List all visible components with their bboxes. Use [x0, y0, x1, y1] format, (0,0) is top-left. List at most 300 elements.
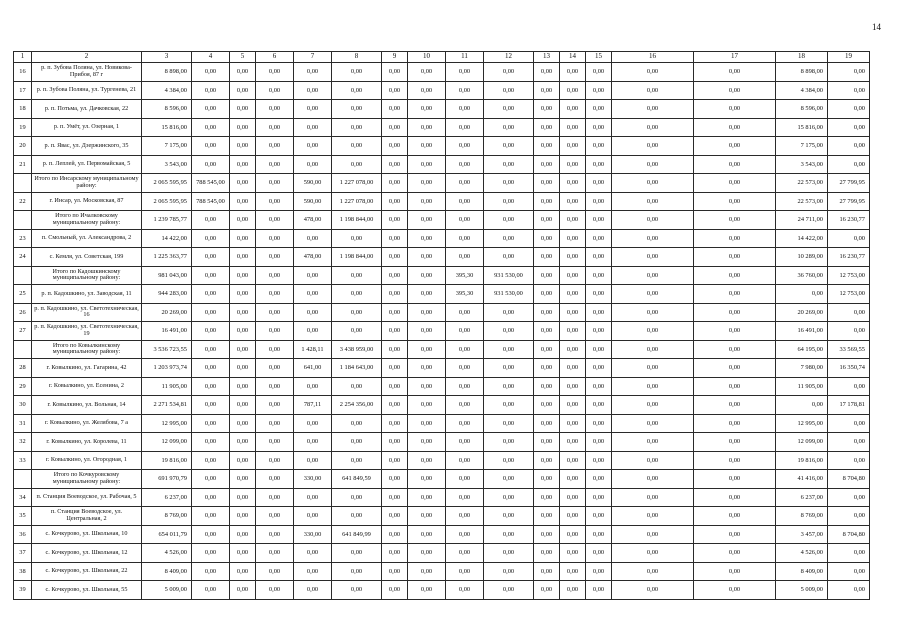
value-cell-c15: 0,00 [586, 322, 612, 341]
value-cell-c16: 0,00 [612, 507, 694, 526]
value-cell-c10: 0,00 [408, 229, 446, 248]
value-cell-c9: 0,00 [382, 581, 408, 600]
value-cell-c11: 0,00 [446, 248, 484, 267]
value-cell-c8: 0,00 [332, 581, 382, 600]
value-cell-c5: 0,00 [230, 285, 256, 304]
value-cell-c6: 0,00 [256, 248, 294, 267]
table-total-row [14, 174, 870, 193]
value-cell-c9: 0,00 [382, 118, 408, 137]
value-cell-c7: 1 428,11 [294, 340, 332, 359]
value-cell-c19: 16 230,77 [828, 248, 870, 267]
value-cell-c10: 0,00 [408, 322, 446, 341]
value-cell-c12: 0,00 [484, 433, 534, 452]
value-cell-c17: 0,00 [694, 451, 776, 470]
value-cell-c14: 0,00 [560, 470, 586, 489]
row-number-cell: 26 [14, 303, 32, 322]
value-cell-c5: 0,00 [230, 63, 256, 82]
value-cell-c5: 0,00 [230, 544, 256, 563]
address-cell: Итого по Ичалковскому муниципальному району: [32, 211, 142, 230]
table-row [14, 248, 870, 267]
value-cell-c9: 0,00 [382, 303, 408, 322]
column-header: 19 [828, 52, 870, 63]
value-cell-c9: 0,00 [382, 174, 408, 193]
value-cell-c7: 0,00 [294, 414, 332, 433]
value-cell-c6: 0,00 [256, 192, 294, 211]
value-cell-c14: 0,00 [560, 507, 586, 526]
address-cell: г. Инсар, ул. Московская, 87 [32, 192, 142, 211]
value-cell-c16: 0,00 [612, 396, 694, 415]
value-cell-c15: 0,00 [586, 525, 612, 544]
value-cell-c17: 0,00 [694, 248, 776, 267]
value-cell-c11: 0,00 [446, 581, 484, 600]
value-cell-c13: 0,00 [534, 63, 560, 82]
column-header: 6 [256, 52, 294, 63]
value-cell-c10: 0,00 [408, 174, 446, 193]
value-cell-c16: 0,00 [612, 118, 694, 137]
value-cell-c5: 0,00 [230, 211, 256, 230]
value-cell-c17: 0,00 [694, 137, 776, 156]
value-cell-c12: 0,00 [484, 81, 534, 100]
value-cell-c15: 0,00 [586, 118, 612, 137]
value-cell-c10: 0,00 [408, 100, 446, 119]
value-cell-c17: 0,00 [694, 525, 776, 544]
table-total-row [14, 340, 870, 359]
value-cell-c9: 0,00 [382, 137, 408, 156]
value-cell-c18: 14 422,00 [776, 229, 828, 248]
value-cell-c5: 0,00 [230, 229, 256, 248]
value-cell-c15: 0,00 [586, 100, 612, 119]
value-cell-c3: 6 237,00 [142, 488, 192, 507]
value-cell-c12: 0,00 [484, 248, 534, 267]
value-cell-c4: 0,00 [192, 562, 230, 581]
value-cell-c13: 0,00 [534, 451, 560, 470]
value-cell-c7: 0,00 [294, 63, 332, 82]
value-cell-c9: 0,00 [382, 451, 408, 470]
value-cell-c6: 0,00 [256, 562, 294, 581]
value-cell-c15: 0,00 [586, 137, 612, 156]
value-cell-c13: 0,00 [534, 155, 560, 174]
value-cell-c4: 0,00 [192, 63, 230, 82]
row-number-cell: 39 [14, 581, 32, 600]
value-cell-c6: 0,00 [256, 340, 294, 359]
value-cell-c3: 1 203 973,74 [142, 359, 192, 378]
address-cell: с. Кочкурово, ул. Школьная, 55 [32, 581, 142, 600]
value-cell-c13: 0,00 [534, 174, 560, 193]
table-row [14, 396, 870, 415]
column-header: 10 [408, 52, 446, 63]
value-cell-c16: 0,00 [612, 322, 694, 341]
row-number-cell: 31 [14, 414, 32, 433]
table-row [14, 544, 870, 563]
table-row [14, 433, 870, 452]
value-cell-c4: 0,00 [192, 377, 230, 396]
value-cell-c7: 0,00 [294, 562, 332, 581]
value-cell-c6: 0,00 [256, 396, 294, 415]
value-cell-c10: 0,00 [408, 303, 446, 322]
value-cell-c13: 0,00 [534, 470, 560, 489]
value-cell-c4: 788 545,00 [192, 192, 230, 211]
row-number-cell: 33 [14, 451, 32, 470]
value-cell-c12: 0,00 [484, 525, 534, 544]
column-header: 12 [484, 52, 534, 63]
value-cell-c7: 0,00 [294, 544, 332, 563]
value-cell-c16: 0,00 [612, 100, 694, 119]
value-cell-c9: 0,00 [382, 248, 408, 267]
value-cell-c13: 0,00 [534, 229, 560, 248]
table-row [14, 155, 870, 174]
value-cell-c13: 0,00 [534, 100, 560, 119]
value-cell-c10: 0,00 [408, 488, 446, 507]
value-cell-c15: 0,00 [586, 229, 612, 248]
value-cell-c12: 0,00 [484, 544, 534, 563]
column-header: 8 [332, 52, 382, 63]
row-number-cell: 16 [14, 63, 32, 82]
value-cell-c8: 0,00 [332, 100, 382, 119]
value-cell-c10: 0,00 [408, 562, 446, 581]
value-cell-c5: 0,00 [230, 377, 256, 396]
row-number-cell [14, 211, 32, 230]
value-cell-c17: 0,00 [694, 377, 776, 396]
row-number-cell: 38 [14, 562, 32, 581]
value-cell-c16: 0,00 [612, 155, 694, 174]
value-cell-c4: 0,00 [192, 81, 230, 100]
row-number-cell [14, 174, 32, 193]
value-cell-c17: 0,00 [694, 63, 776, 82]
value-cell-c8: 0,00 [332, 414, 382, 433]
value-cell-c19: 0,00 [828, 100, 870, 119]
table-row [14, 137, 870, 156]
value-cell-c16: 0,00 [612, 266, 694, 285]
value-cell-c17: 0,00 [694, 581, 776, 600]
value-cell-c7: 0,00 [294, 100, 332, 119]
value-cell-c4: 0,00 [192, 488, 230, 507]
value-cell-c17: 0,00 [694, 100, 776, 119]
value-cell-c7: 0,00 [294, 488, 332, 507]
row-number-cell: 27 [14, 322, 32, 341]
value-cell-c12: 0,00 [484, 303, 534, 322]
value-cell-c4: 0,00 [192, 544, 230, 563]
value-cell-c14: 0,00 [560, 174, 586, 193]
table-header-row [14, 52, 870, 63]
value-cell-c3: 981 043,00 [142, 266, 192, 285]
value-cell-c14: 0,00 [560, 192, 586, 211]
value-cell-c13: 0,00 [534, 488, 560, 507]
value-cell-c18: 4 384,00 [776, 81, 828, 100]
value-cell-c5: 0,00 [230, 396, 256, 415]
value-cell-c7: 590,00 [294, 192, 332, 211]
address-cell: р. п. Кадошкино, ул. Светотехническая, 19 [32, 322, 142, 341]
value-cell-c9: 0,00 [382, 266, 408, 285]
value-cell-c7: 478,00 [294, 248, 332, 267]
value-cell-c4: 0,00 [192, 100, 230, 119]
value-cell-c8: 0,00 [332, 488, 382, 507]
table-row [14, 303, 870, 322]
value-cell-c9: 0,00 [382, 229, 408, 248]
value-cell-c14: 0,00 [560, 414, 586, 433]
value-cell-c7: 0,00 [294, 507, 332, 526]
value-cell-c4: 0,00 [192, 137, 230, 156]
value-cell-c5: 0,00 [230, 248, 256, 267]
row-number-cell: 20 [14, 137, 32, 156]
value-cell-c4: 0,00 [192, 118, 230, 137]
value-cell-c7: 330,00 [294, 470, 332, 489]
value-cell-c14: 0,00 [560, 433, 586, 452]
value-cell-c8: 641 849,99 [332, 525, 382, 544]
value-cell-c16: 0,00 [612, 285, 694, 304]
value-cell-c4: 788 545,00 [192, 174, 230, 193]
value-cell-c8: 3 438 959,00 [332, 340, 382, 359]
value-cell-c6: 0,00 [256, 211, 294, 230]
value-cell-c10: 0,00 [408, 396, 446, 415]
value-cell-c7: 590,00 [294, 174, 332, 193]
value-cell-c9: 0,00 [382, 525, 408, 544]
column-header: 4 [192, 52, 230, 63]
value-cell-c14: 0,00 [560, 377, 586, 396]
row-number-cell: 37 [14, 544, 32, 563]
value-cell-c11: 0,00 [446, 414, 484, 433]
address-cell: п. Станция Воеводское, ул. Центральная, 2 [32, 507, 142, 526]
value-cell-c6: 0,00 [256, 507, 294, 526]
value-cell-c3: 8 596,00 [142, 100, 192, 119]
value-cell-c12: 0,00 [484, 396, 534, 415]
value-cell-c3: 2 271 534,81 [142, 396, 192, 415]
table-row [14, 525, 870, 544]
value-cell-c16: 0,00 [612, 562, 694, 581]
value-cell-c17: 0,00 [694, 562, 776, 581]
value-cell-c14: 0,00 [560, 211, 586, 230]
value-cell-c12: 0,00 [484, 562, 534, 581]
value-cell-c11: 0,00 [446, 137, 484, 156]
value-cell-c14: 0,00 [560, 285, 586, 304]
value-cell-c3: 8 769,00 [142, 507, 192, 526]
value-cell-c14: 0,00 [560, 63, 586, 82]
table-row [14, 118, 870, 137]
table-row [14, 285, 870, 304]
value-cell-c17: 0,00 [694, 340, 776, 359]
value-cell-c14: 0,00 [560, 303, 586, 322]
value-cell-c11: 0,00 [446, 340, 484, 359]
value-cell-c7: 0,00 [294, 137, 332, 156]
value-cell-c5: 0,00 [230, 414, 256, 433]
value-cell-c14: 0,00 [560, 266, 586, 285]
column-header: 18 [776, 52, 828, 63]
value-cell-c7: 641,00 [294, 359, 332, 378]
value-cell-c9: 0,00 [382, 507, 408, 526]
value-cell-c11: 0,00 [446, 100, 484, 119]
value-cell-c7: 787,11 [294, 396, 332, 415]
row-number-cell: 24 [14, 248, 32, 267]
value-cell-c11: 0,00 [446, 211, 484, 230]
value-cell-c7: 0,00 [294, 229, 332, 248]
value-cell-c13: 0,00 [534, 340, 560, 359]
value-cell-c11: 0,00 [446, 396, 484, 415]
value-cell-c4: 0,00 [192, 155, 230, 174]
value-cell-c7: 478,00 [294, 211, 332, 230]
value-cell-c8: 0,00 [332, 155, 382, 174]
value-cell-c19: 0,00 [828, 81, 870, 100]
value-cell-c13: 0,00 [534, 211, 560, 230]
row-number-cell: 29 [14, 377, 32, 396]
value-cell-c5: 0,00 [230, 562, 256, 581]
value-cell-c17: 0,00 [694, 303, 776, 322]
value-cell-c9: 0,00 [382, 340, 408, 359]
value-cell-c8: 0,00 [332, 137, 382, 156]
value-cell-c7: 0,00 [294, 155, 332, 174]
value-cell-c8: 0,00 [332, 118, 382, 137]
value-cell-c16: 0,00 [612, 359, 694, 378]
value-cell-c10: 0,00 [408, 81, 446, 100]
value-cell-c6: 0,00 [256, 433, 294, 452]
value-cell-c15: 0,00 [586, 285, 612, 304]
value-cell-c5: 0,00 [230, 507, 256, 526]
value-cell-c8: 0,00 [332, 451, 382, 470]
address-cell: с. Кочкурово, ул. Школьная, 22 [32, 562, 142, 581]
value-cell-c12: 0,00 [484, 100, 534, 119]
value-cell-c8: 1 198 844,00 [332, 248, 382, 267]
value-cell-c13: 0,00 [534, 322, 560, 341]
value-cell-c15: 0,00 [586, 303, 612, 322]
value-cell-c3: 4 384,00 [142, 81, 192, 100]
value-cell-c8: 0,00 [332, 507, 382, 526]
value-cell-c13: 0,00 [534, 507, 560, 526]
row-number-cell: 23 [14, 229, 32, 248]
value-cell-c18: 8 596,00 [776, 100, 828, 119]
row-number-cell: 35 [14, 507, 32, 526]
value-cell-c15: 0,00 [586, 396, 612, 415]
value-cell-c17: 0,00 [694, 396, 776, 415]
value-cell-c12: 0,00 [484, 507, 534, 526]
value-cell-c14: 0,00 [560, 100, 586, 119]
value-cell-c3: 4 526,00 [142, 544, 192, 563]
value-cell-c18: 36 760,00 [776, 266, 828, 285]
value-cell-c17: 0,00 [694, 322, 776, 341]
value-cell-c19: 0,00 [828, 544, 870, 563]
value-cell-c18: 3 457,00 [776, 525, 828, 544]
value-cell-c12: 0,00 [484, 414, 534, 433]
value-cell-c7: 0,00 [294, 581, 332, 600]
value-cell-c14: 0,00 [560, 340, 586, 359]
value-cell-c15: 0,00 [586, 81, 612, 100]
value-cell-c3: 1 239 785,77 [142, 211, 192, 230]
address-cell: Итого по Кадошкинскому муниципальному району: [32, 266, 142, 285]
value-cell-c19: 17 178,81 [828, 396, 870, 415]
value-cell-c18: 0,00 [776, 396, 828, 415]
value-cell-c11: 0,00 [446, 81, 484, 100]
value-cell-c8: 0,00 [332, 377, 382, 396]
value-cell-c12: 931 530,00 [484, 285, 534, 304]
value-cell-c4: 0,00 [192, 470, 230, 489]
address-cell: г. Ковылкино, ул. Королева, 11 [32, 433, 142, 452]
value-cell-c17: 0,00 [694, 81, 776, 100]
value-cell-c12: 931 530,00 [484, 266, 534, 285]
value-cell-c14: 0,00 [560, 581, 586, 600]
value-cell-c15: 0,00 [586, 451, 612, 470]
table-row [14, 322, 870, 341]
value-cell-c15: 0,00 [586, 488, 612, 507]
value-cell-c9: 0,00 [382, 285, 408, 304]
value-cell-c18: 20 269,00 [776, 303, 828, 322]
address-cell: р. п. Умёт, ул. Озерная, 1 [32, 118, 142, 137]
value-cell-c15: 0,00 [586, 192, 612, 211]
value-cell-c17: 0,00 [694, 229, 776, 248]
address-cell: р. п. Кадошкино, ул. Светотехническая, 16 [32, 303, 142, 322]
column-header: 5 [230, 52, 256, 63]
value-cell-c12: 0,00 [484, 340, 534, 359]
value-cell-c14: 0,00 [560, 562, 586, 581]
value-cell-c13: 0,00 [534, 544, 560, 563]
value-cell-c9: 0,00 [382, 192, 408, 211]
value-cell-c10: 0,00 [408, 118, 446, 137]
value-cell-c10: 0,00 [408, 433, 446, 452]
value-cell-c18: 12 099,00 [776, 433, 828, 452]
value-cell-c11: 0,00 [446, 303, 484, 322]
value-cell-c17: 0,00 [694, 544, 776, 563]
value-cell-c6: 0,00 [256, 470, 294, 489]
value-cell-c18: 0,00 [776, 285, 828, 304]
value-cell-c13: 0,00 [534, 248, 560, 267]
value-cell-c5: 0,00 [230, 340, 256, 359]
column-header: 14 [560, 52, 586, 63]
value-cell-c10: 0,00 [408, 340, 446, 359]
value-cell-c19: 12 753,00 [828, 266, 870, 285]
address-cell: Итого по Кочкуровскому муниципальному району: [32, 470, 142, 489]
value-cell-c19: 16 230,77 [828, 211, 870, 230]
value-cell-c12: 0,00 [484, 470, 534, 489]
value-cell-c8: 0,00 [332, 229, 382, 248]
value-cell-c14: 0,00 [560, 137, 586, 156]
page-number: 14 [872, 22, 881, 32]
value-cell-c8: 0,00 [332, 303, 382, 322]
value-cell-c4: 0,00 [192, 433, 230, 452]
value-cell-c14: 0,00 [560, 81, 586, 100]
value-cell-c10: 0,00 [408, 414, 446, 433]
value-cell-c12: 0,00 [484, 229, 534, 248]
value-cell-c10: 0,00 [408, 137, 446, 156]
value-cell-c15: 0,00 [586, 155, 612, 174]
value-cell-c5: 0,00 [230, 174, 256, 193]
value-cell-c7: 0,00 [294, 433, 332, 452]
row-number-cell: 22 [14, 192, 32, 211]
value-cell-c3: 8 898,00 [142, 63, 192, 82]
address-cell: г. Ковылкино, ул. Гагарина, 42 [32, 359, 142, 378]
value-cell-c18: 19 816,00 [776, 451, 828, 470]
value-cell-c9: 0,00 [382, 211, 408, 230]
column-header: 16 [612, 52, 694, 63]
value-cell-c12: 0,00 [484, 155, 534, 174]
value-cell-c11: 0,00 [446, 359, 484, 378]
value-cell-c13: 0,00 [534, 377, 560, 396]
value-cell-c17: 0,00 [694, 507, 776, 526]
value-cell-c5: 0,00 [230, 322, 256, 341]
address-cell: р. п. Леплей, ул. Первомайская, 5 [32, 155, 142, 174]
row-number-cell: 30 [14, 396, 32, 415]
value-cell-c8: 2 254 356,00 [332, 396, 382, 415]
value-cell-c3: 654 011,79 [142, 525, 192, 544]
value-cell-c18: 8 409,00 [776, 562, 828, 581]
row-number-cell: 32 [14, 433, 32, 452]
value-cell-c4: 0,00 [192, 581, 230, 600]
value-cell-c3: 3 536 723,55 [142, 340, 192, 359]
value-cell-c16: 0,00 [612, 174, 694, 193]
value-cell-c6: 0,00 [256, 63, 294, 82]
value-cell-c15: 0,00 [586, 174, 612, 193]
value-cell-c17: 0,00 [694, 470, 776, 489]
value-cell-c11: 0,00 [446, 322, 484, 341]
column-header: 1 [14, 52, 32, 63]
table-row [14, 507, 870, 526]
value-cell-c19: 0,00 [828, 377, 870, 396]
value-cell-c10: 0,00 [408, 155, 446, 174]
